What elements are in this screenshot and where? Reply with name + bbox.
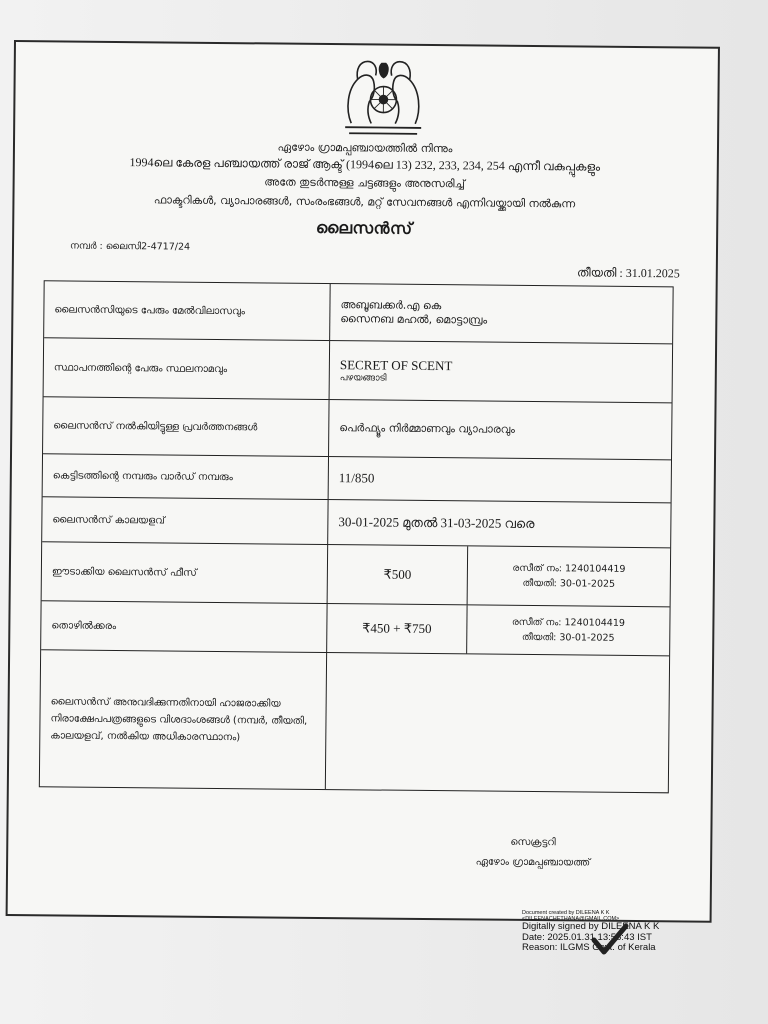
period-value: 30-01-2025 മുതൽ 31-03-2025 വരെ — [338, 514, 535, 532]
activity-value: പെർഫ്യൂം നിർമ്മാണവും വ്യാപാരവും — [339, 421, 515, 436]
table-row-activity — [43, 397, 672, 460]
tax-receipt-date: തീയതി: 30-01-2025 — [521, 631, 615, 644]
fee-receipt — [468, 546, 671, 606]
table-row-licensee — [44, 281, 673, 344]
tax-amount: ₹450 + ₹750 — [327, 604, 467, 653]
tax-receipt — [467, 605, 669, 655]
licensee-value — [330, 284, 673, 343]
establishment-place: പഴയങ്ങാടി — [339, 373, 387, 384]
fee-value — [328, 545, 671, 606]
licensee-name: അബൂബക്കർ.എ കെ — [340, 298, 442, 313]
issue-date: തീയതി : 31.01.2025 — [576, 265, 680, 281]
table-row-noc — [40, 650, 669, 792]
signature-email: <DILEENACHETHANA@GMAIL.COM> — [522, 916, 620, 922]
secretary-office: ഏഴോം ഗ്രാമപ്പഞ്ചായത്ത് — [475, 856, 591, 869]
period-label: ലൈസൻസ് കാലയളവ് — [42, 497, 328, 544]
table-row-period — [42, 497, 670, 548]
check-mark-icon — [590, 922, 630, 958]
table-row-tax — [41, 601, 669, 656]
fee-receipt-number: രസീത് നം: 1240104419 — [512, 562, 626, 575]
noc-label: ലൈസൻസ് അനുവദിക്കുന്നതിനായി ഹാജരാക്കിയ നിരാക്ഷേപപത്രങ്ങളുടെ വിശദാംശങ്ങൾ (നമ്പർ, തീയതി, കാലയളവ്, നൽകിയ അധികാരസ്ഥാനം) — [40, 650, 327, 789]
document-title: ലൈസൻസ് — [315, 217, 413, 238]
building-label: കെട്ടിടത്തിന്റെ നമ്പരും വാർഡ് നമ്പരും — [43, 454, 329, 499]
kerala-emblem-icon — [337, 49, 430, 140]
fee-receipt-date: തീയതി: 30-01-2025 — [522, 577, 616, 590]
secretary-title: സെക്രട്ടറി — [510, 836, 556, 849]
establishment-label: സ്ഥാപനത്തിന്റെ പേരും സ്ഥലനാമവും — [44, 338, 331, 399]
signature-created-by: Document created by DILEENA K K — [522, 910, 610, 916]
license-details-table — [39, 280, 674, 793]
licensee-address: സൈനബ മഹൽ, മൊട്ടാമ്പ്രം — [340, 312, 488, 327]
secretary-block — [476, 832, 591, 873]
period-value-cell — [328, 500, 670, 547]
tax-receipt-number: രസീത് നം: 1240104419 — [511, 616, 626, 629]
signature-reason: Reason: ILGMS Govt. of Kerala — [522, 942, 656, 953]
activity-label: ലൈസൻസ് നൽകിയിട്ടുള്ള പ്രവർത്തനങ്ങൾ — [43, 397, 330, 456]
purpose-line: ഫാക്ടറികൾ, വ്യാപാരങ്ങൾ, സംരംഭങ്ങൾ, മറ്റ് സേവനങ്ങൾ എന്നിവയ്ക്കായി നൽകുന്ന — [153, 193, 576, 211]
tax-value — [327, 604, 669, 655]
table-row-building — [43, 454, 671, 503]
fee-label: ഈടാക്കിയ ലൈസൻസ് ഫീസ് — [42, 542, 329, 603]
establishment-name: SECRET OF SCENT — [339, 357, 453, 374]
licensee-label: ലൈസൻസിയുടെ പേരും മേൽവിലാസവും — [44, 281, 331, 340]
table-row-fee — [42, 542, 671, 607]
building-value: 11/850 — [338, 470, 375, 486]
establishment-value — [330, 341, 673, 402]
signature-signed: Digitally signed by DILEENA K K — [522, 921, 660, 932]
license-document — [6, 40, 720, 923]
tax-label: തൊഴിൽക്കരം — [41, 601, 327, 652]
rules-line: അതേ തുടർന്നുള്ള ചട്ടങ്ങളും അനുസരിച്ച് — [264, 175, 466, 191]
issuing-authority-line: ഏഴോം ഗ്രാമപ്പഞ്ചായത്തിൽ നിന്നും — [277, 140, 453, 156]
table-row-establishment — [44, 338, 673, 403]
noc-value — [326, 653, 669, 792]
activity-value-cell — [329, 400, 672, 459]
fee-amount: ₹500 — [328, 545, 469, 604]
signature-date: Date: 2025.01.31 13:56:43 IST — [522, 931, 652, 943]
building-value-cell — [329, 457, 671, 502]
license-number: നമ്പർ : ലൈസി2-4717/24 — [69, 240, 191, 253]
act-reference-line: 1994ലെ കേരള പഞ്ചായത്ത് രാജ് ആക്ട് (1994ലെ 13) 232, 233, 234, 254 എന്നീ വകുപ്പുകളും — [129, 155, 601, 174]
